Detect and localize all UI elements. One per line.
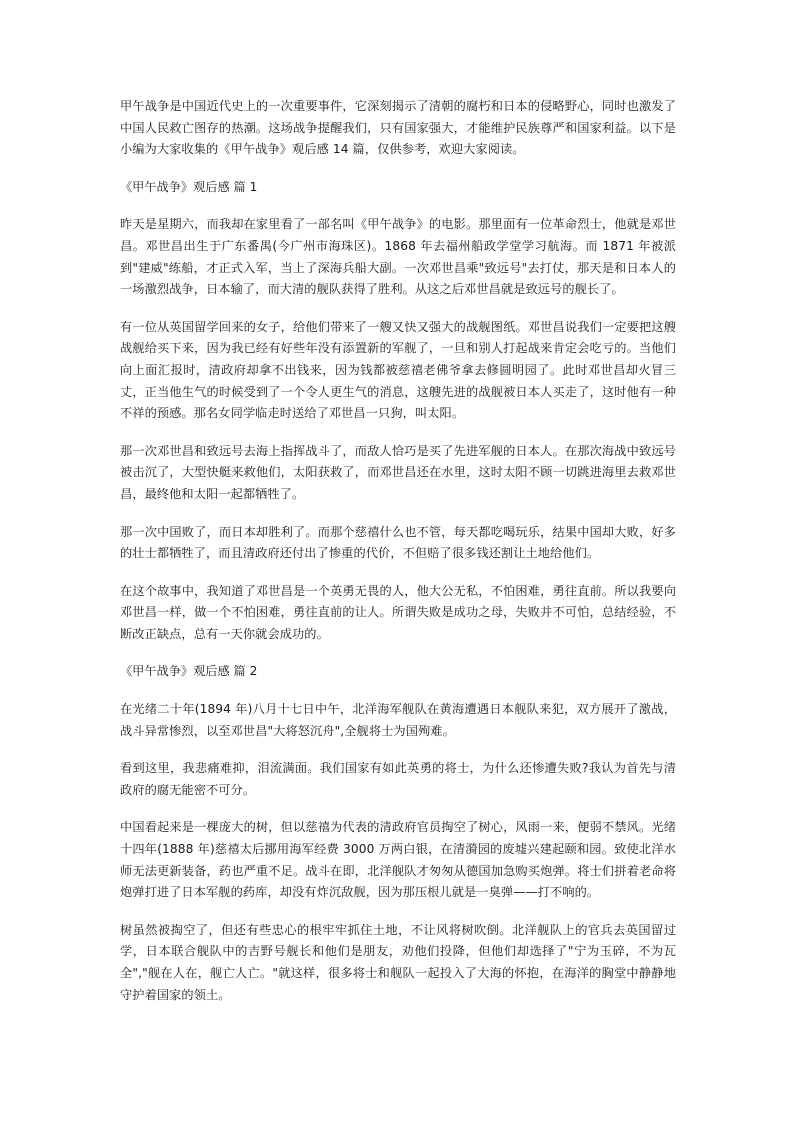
section-2-heading: 《甲午战争》观后感 篇 2 bbox=[120, 664, 258, 679]
intro-paragraph: 甲午战争是中国近代史上的一次重要事件，它深刻揭示了清朝的腐朽和日本的侵略野心，同时也激发了中国人民救亡图存的热潮。这场战争提醒我们，只有国家强大，才能维护民族尊严和国家利益。以下是小编为大家收集的《甲午战争》观后感 14 篇，仅供参考，欢迎大家阅读。 bbox=[120, 99, 676, 157]
section-1-heading: 《甲午战争》观后感 篇 1 bbox=[120, 179, 258, 194]
section-1-paragraph-3: 那一次邓世昌和致远号去海上指挥战斗了，而敌人恰巧是买了先进军舰的日本人。在那次海战中致远号被击沉了，大型快艇来救他们，太阳获救了，而邓世昌还在水里，这时太阳不顾一切跳进海里去救邓世昌，最终他和太阳一起都牺牲了。 bbox=[120, 443, 676, 501]
section-1-paragraph-5: 在这个故事中，我知道了邓世昌是一个英勇无畏的人，他大公无私，不怕困难，勇往直前。所以我要向邓世昌一样，做一个不怕困难，勇往直前的让人。所谓失败是成功之母，失败并不可怕，总结经验，不断改正缺点，总有一天你就会成功的。 bbox=[120, 583, 676, 641]
section-1-paragraph-1: 昨天是星期六，而我却在家里看了一部名叫《甲午战争》的电影。那里面有一位革命烈士，他就是邓世昌。邓世昌出生于广东番禺(今广州市海珠区)。1868 年去福州船政学堂学习航海。而 1871 年被派到"建威"练船，才正式入军，当上了深海兵船大副。一次邓世昌乘"致远号"去打仗，那天是和日本人的一场激烈战争，日本输了，而大清的舰队获得了胜利。从这之后邓世昌就是致远号的舰长了。 bbox=[120, 217, 676, 297]
section-2-paragraph-3: 中国看起来是一棵庞大的树，但以慈禧为代表的清政府官员掏空了树心，风雨一来，便弱不禁风。光绪十四年(1888 年)慈禧太后挪用海军经费 3000 万两白银，在清漪园的废墟兴建起颐和园。致使北洋水师无法更新装备，药也严重不足。战斗在即，北洋舰队才匆匆从德国加急购买炮弹。将士们拼着老命将炮弹打进了日本军舰的药库，却没有炸沉敌舰，因为那压根儿就是一臭弹——打不响的。 bbox=[120, 820, 676, 900]
section-2-paragraph-4: 树虽然被掏空了，但还有些忠心的根牢牢抓住土地，不让风将树吹倒。北洋舰队上的官兵去英国留过学，日本联合舰队中的吉野号舰长和他们是朋友，劝他们投降，但他们却选择了"宁为玉碎，不为瓦全","舰在人在，舰亡人亡。"就这样，很多将士和舰队一起投入了大海的怀抱，在海洋的胸堂中静静地守护着国家的领土。 bbox=[120, 922, 676, 1002]
section-1-paragraph-4: 那一次中国败了，而日本却胜利了。而那个慈禧什么也不管，每天都吃喝玩乐，结果中国却大败，好多的壮士都牺牲了，而且清政府还付出了惨重的代价，不但赔了很多钱还割让土地给他们。 bbox=[120, 524, 676, 561]
section-2-paragraph-2: 看到这里，我悲痛难抑，泪流满面。我们国家有如此英勇的将士，为什么还惨遭失败?我认为首先与清政府的腐无能密不可分。 bbox=[120, 761, 676, 797]
section-2-paragraph-1: 在光绪二十年(1894 年)八月十七日中午，北洋海军舰队在黄海遭遇日本舰队来犯，双方展开了激战，战斗异常惨烈，以至邓世昌"大将怒沉舟",全舰将士为国殉难。 bbox=[120, 702, 676, 738]
section-1-paragraph-2: 有一位从英国留学回来的女子，给他们带来了一艘又快又强大的战舰图纸。邓世昌说我们一定要把这艘战舰给买下来，因为我已经有好些年没有添置新的军舰了，一旦和别人打起战来肯定会吃亏的。当他们向上面汇报时，清政府却拿不出钱来，因为钱都被慈禧老佛爷拿去修圆明园了。此时邓世昌却火冒三丈，正当他生气的时候受到了一个令人更生气的消息，这艘先进的战舰被日本人买走了，这时他有一种不祥的预感。那名女同学临走时送给了邓世昌一只狗，叫太阳。 bbox=[120, 319, 676, 421]
